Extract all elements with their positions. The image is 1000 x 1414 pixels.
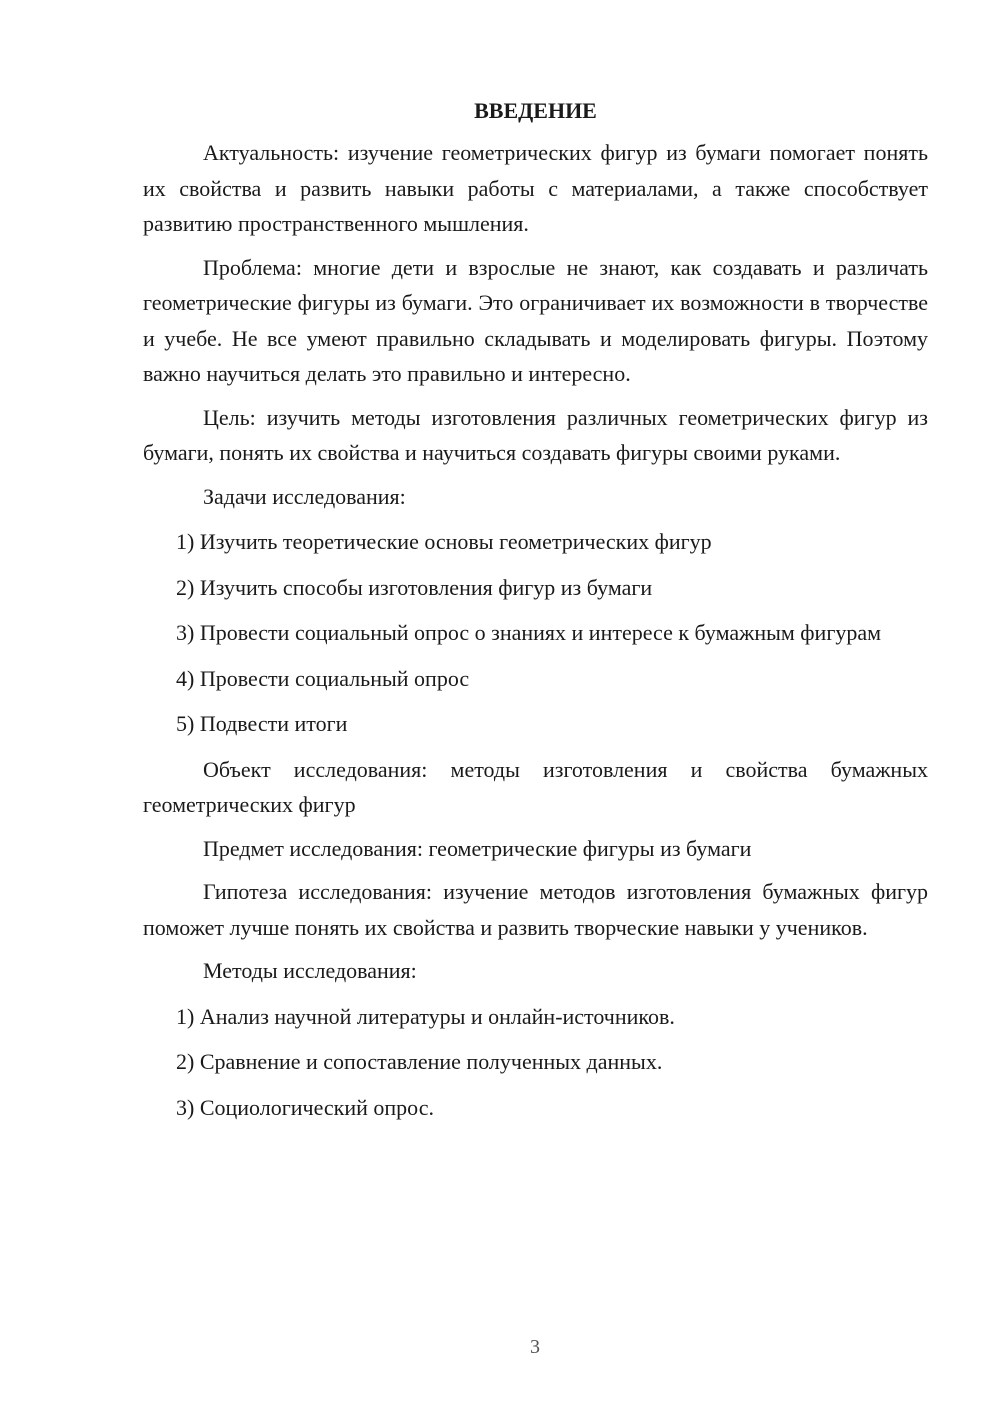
method-item-3: 3) Социологический опрос. — [176, 1094, 434, 1120]
method-item-1: 1) Анализ научной литературы и онлайн-источников. — [176, 1003, 675, 1029]
document-body — [143, 95, 928, 1135]
object-paragraph: Объект исследования: методы изготовления и свойства бумажных геометрических фигур — [143, 756, 928, 817]
task-item-3: 3) Провести социальный опрос о знаниях и интересе к бумажным фигурам — [176, 620, 882, 645]
method-item-2: 2) Сравнение и сопоставление полученных данных. — [176, 1049, 663, 1074]
page-title: ВВЕДЕНИЕ — [474, 98, 597, 123]
task-item-1: 1) Изучить теоретические основы геометрических фигур — [176, 529, 712, 554]
methods-heading: Методы исследования: — [203, 958, 417, 983]
page-number: 3 — [530, 1336, 540, 1358]
tasks-heading: Задачи исследования: — [203, 483, 406, 509]
task-item-2: 2) Изучить способы изготовления фигур из бумаги — [176, 574, 653, 600]
problem-paragraph: Проблема: многие дети и взрослые не знают, как создавать и различать геометрические фигуры из бумаги. Это ограничивает их возможности в творчестве и учебе. Не все умеют правильно складывать и моделировать фигуры. Поэтому важно научиться делать это правильно и интересно. — [143, 254, 928, 386]
relevance-paragraph: Актуальность: изучение геометрических фигур из бумаги помогает понять их свойства и развить навыки работы с материалами, а также способствует развитию пространственного мышления. — [143, 140, 928, 236]
subject-paragraph: Предмет исследования: геометрические фигуры из бумаги — [203, 835, 752, 861]
hypothesis-paragraph: Гипотеза исследования: изучение методов изготовления бумажных фигур поможет лучше понять их свойства и развить творческие навыки у учеников. — [143, 879, 928, 940]
goal-paragraph: Цель: изучить методы изготовления различных геометрических фигур из бумаги, понять их свойства и научиться создавать фигуры своими руками. — [143, 404, 928, 465]
task-item-5: 5) Подвести итоги — [176, 711, 348, 736]
task-item-4: 4) Провести социальный опрос — [176, 665, 470, 691]
